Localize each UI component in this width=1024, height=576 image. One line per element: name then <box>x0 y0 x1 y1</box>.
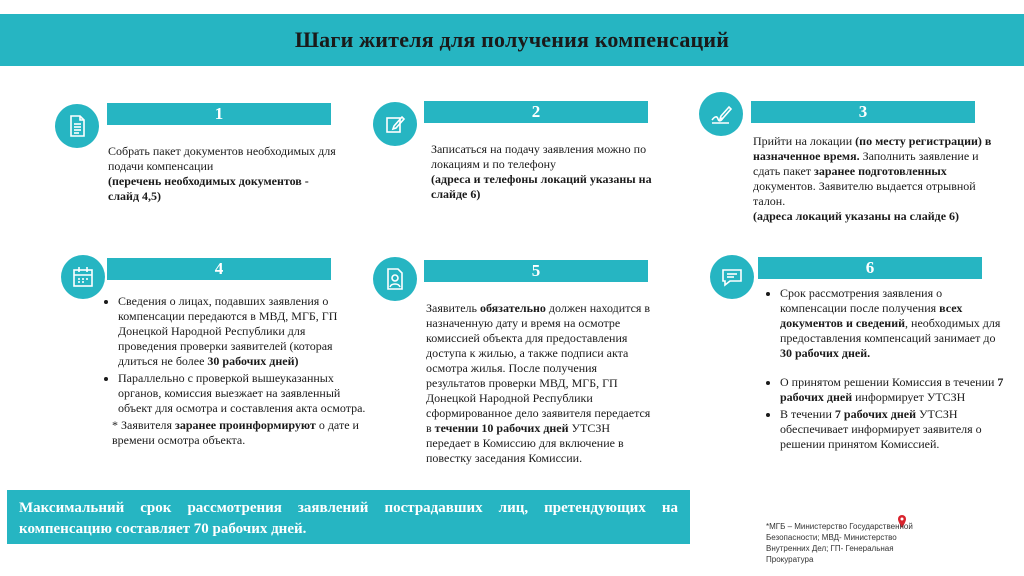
step-1-number: 1 <box>107 103 331 125</box>
chat-bubble-icon <box>710 255 754 299</box>
step-6-bullet-3: • В течении 7 рабочих дней УТСЗН обеспечивает информирует заявителя о решении принятом Комиссией. <box>780 407 1004 452</box>
step-3-text: Прийти на локации (по месту регистрации) в назначенное время. Заполнить заявление и сдать пакет заранее подготовленных документов. Заявителю выдается отрывной талон. (адреса локаций указаны на слайде 6) <box>753 134 992 223</box>
step-2-line-1: Записаться на подачу заявления можно по локациям и по телефону <box>431 142 647 171</box>
document-list-icon <box>55 104 99 148</box>
step-5-number: 5 <box>424 260 648 282</box>
header-bar <box>0 14 1024 66</box>
step-2-number: 2 <box>424 101 648 123</box>
step-1-line-2: (перечень необходимых документов - слайд 4,5) <box>108 174 309 203</box>
step-2-line-2: (адреса и телефоны локаций указаны на слайде 6) <box>431 172 652 201</box>
footer-summary-box <box>7 490 690 544</box>
person-document-icon <box>373 257 417 301</box>
step-6-number: 6 <box>758 257 982 279</box>
step-3-number: 3 <box>751 101 975 123</box>
page-title: Шаги жителя для получения компенсаций <box>294 27 730 52</box>
step-5-text: Заявитель обязательно должен находится в назначенную дату и время на осмотре комиссией объекта для предоставления доступа к жилью, а также подписи акта осмотра жилья. После получения результатов проверки МВД, МГБ, ГП Донецкой Народной Республики сформированное дело заявителя передается в течении 10 рабочих дней УТСЗН передает в Комиссию для включение в повестку заседания Комиссии. <box>426 301 651 465</box>
signature-icon <box>699 92 743 136</box>
calendar-icon <box>61 255 105 299</box>
step-1-line-1: Собрать пакет документов необходимых для подачи компенсации <box>108 144 336 173</box>
pencil-edit-icon <box>373 102 417 146</box>
step-6-text <box>766 286 1004 454</box>
step-4-bullet-2: • Параллельно с проверкой вышеуказанных органов, комиссия выезжает на заявленный объект для осмотра и составления акта осмотра. <box>118 371 366 416</box>
step-2-text <box>431 142 659 202</box>
step-6-bullet-1: • Срок рассмотрения заявления о компенсации после получения всех документов и сведений, необходимых для предоставления компенсаций занимает до 30 рабочих дней. <box>780 286 1004 361</box>
step-4-number: 4 <box>107 258 331 280</box>
step-4-note: * Заявителя заранее проинформируют о дате и времени осмотра объекта. <box>112 418 359 447</box>
step-1-text <box>108 144 336 204</box>
step-6-bullet-2: • О принятом решении Комиссия в течении 7 рабочих дней информирует УТСЗН <box>780 375 1004 405</box>
step-4-text <box>104 294 366 448</box>
footnote-abbreviations: *МГБ – Министерство Государственной Безопасности; МВД- Министерство Внутренних Дел; ГП- Генеральная Прокуратура <box>766 522 913 564</box>
footer-summary-text: Максимальний срок рассмотрения заявлений пострадавших лиц, претендующих на компенсацию составляет 70 рабочих дней. <box>19 500 678 537</box>
step-4-bullet-1: • Сведения о лицах, подавших заявления о компенсации передаются в МВД, МГБ, ГП Донецкой Народной Республики для проведения проверки заявителей (которая длиться не более 30 рабочих дней) <box>118 294 366 369</box>
